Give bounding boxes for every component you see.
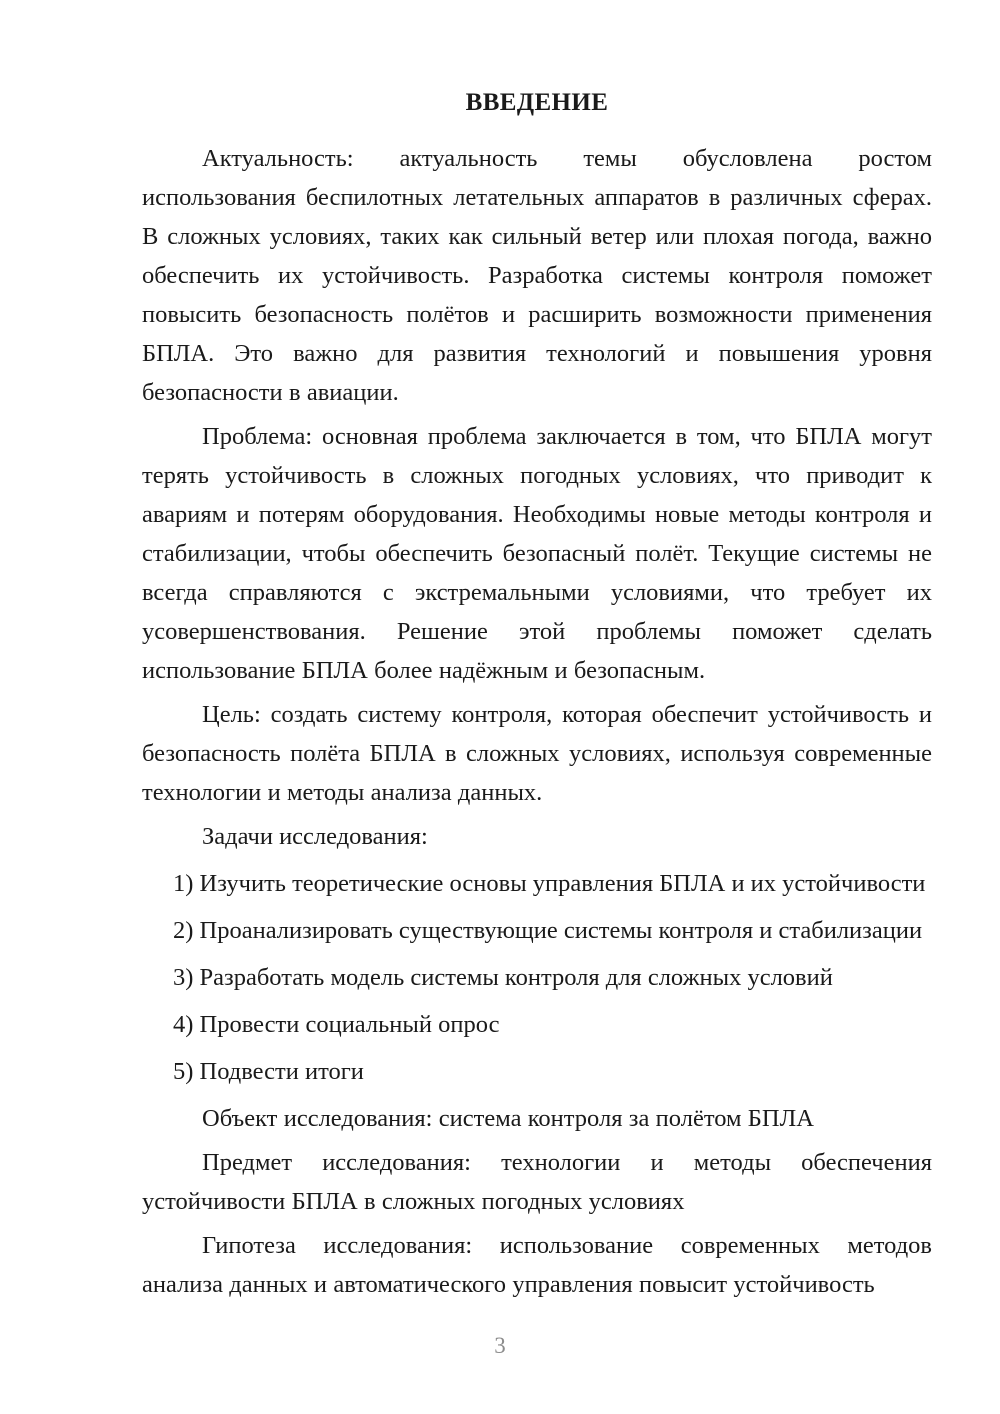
list-item: 2) Проанализировать существующие системы контроля и стабилизации [173, 917, 923, 944]
paragraph-goal: Цель: создать систему контроля, которая обеспечит устойчивость и безопасность полёта БПЛА в сложных условиях, используя современные технологии и методы анализа данных. [142, 701, 932, 806]
paragraph-relevance: Актуальность: актуальность темы обусловлена ростом использования беспилотных летательных аппаратов в различных сферах. В сложных условиях, таких как сильный ветер или плохая погода, важно обеспечить их устойчивость. Разработка системы контроля поможет повысить безопасность полётов и расширить возможности применения БПЛА. Это важно для развития технологий и повышения уровня безопасности в авиации. [142, 145, 932, 406]
paragraph-problem: Проблема: основная проблема заключается в том, что БПЛА могут терять устойчивость в сложных погодных условиях, что приводит к авариям и потерям оборудования. Необходимы новые методы контроля и стабилизации, чтобы обеспечить безопасный полёт. Текущие системы не всегда справляются с экстремальными условиями, что требует их усовершенствования. Решение этой проблемы поможет сделать использование БПЛА более надёжным и безопасным. [142, 423, 932, 684]
list-item: 5) Подвести итоги [173, 1058, 364, 1085]
tasks-label: Задачи исследования: [202, 823, 428, 850]
list-item: 4) Провести социальный опрос [173, 1011, 500, 1038]
paragraph-subject: Предмет исследования: технологии и методы обеспечения устойчивости БПЛА в сложных погодных условиях [142, 1149, 932, 1215]
page-title: ВВЕДЕНИЕ [465, 89, 609, 116]
document-body [142, 88, 932, 1309]
list-item: 1) Изучить теоретические основы управления БПЛА и их устойчивости [173, 870, 926, 897]
list-item: 3) Разработать модель системы контроля для сложных условий [173, 964, 833, 991]
paragraph-object: Объект исследования: система контроля за полётом БПЛА [202, 1105, 814, 1132]
page-number: 3 [494, 1333, 506, 1358]
paragraph-hypothesis: Гипотеза исследования: использование современных методов анализа данных и автоматического управления повысит устойчивость [142, 1232, 932, 1298]
